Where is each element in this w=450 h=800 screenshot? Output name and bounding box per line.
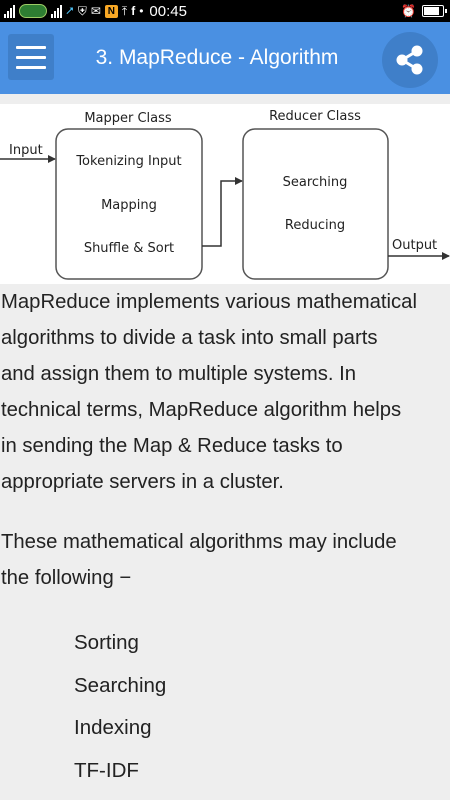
network-icon: ⭧ <box>66 4 74 18</box>
facebook-icon: f <box>131 4 136 18</box>
mapper-step: Mapping <box>101 198 157 213</box>
upload-icon: ⤒ <box>121 4 128 18</box>
mail-icon: ✉ <box>90 4 101 18</box>
text-line: appropriate servers in a cluster. <box>1 471 284 493</box>
text-line: and assign them to multiple systems. In <box>1 363 357 385</box>
mapreduce-diagram-svg <box>0 104 450 284</box>
share-icon <box>393 43 427 77</box>
paragraph-algorithms-intro <box>0 524 450 596</box>
reducer-class-box <box>243 129 388 279</box>
shield-icon: ⛨ <box>77 4 87 18</box>
status-bar-right <box>401 2 444 20</box>
list-item: Indexing <box>74 716 152 739</box>
signal-icon <box>4 5 15 18</box>
mapper-step: Shuffle & Sort <box>83 241 175 256</box>
mapper-step: Tokenizing Input <box>76 154 182 169</box>
status-bar <box>0 0 450 22</box>
text-line: in sending the Map & Reduce tasks to <box>1 435 343 457</box>
page-title: 3. MapReduce - Algorithm <box>95 46 339 69</box>
text-line: MapReduce implements various mathematical <box>1 291 417 313</box>
text-line: technical terms, MapReduce algorithm helps <box>1 399 402 421</box>
mapreduce-diagram <box>0 104 450 284</box>
notification-n-icon: N <box>105 5 118 18</box>
list-item: Searching <box>74 673 167 697</box>
input-label: Input <box>9 143 43 158</box>
text-line: the following − <box>1 567 132 589</box>
signal-icon <box>51 5 62 18</box>
mapper-class-title: Mapper Class <box>84 111 172 126</box>
list-item: TF-IDF <box>74 758 139 782</box>
output-label: Output <box>392 238 438 253</box>
app-bar <box>0 22 450 94</box>
reducer-step: Reducing <box>284 218 346 233</box>
share-button[interactable] <box>382 32 438 88</box>
mapper-to-reducer-arrow <box>202 181 242 246</box>
alarm-icon: ⏰ <box>401 4 416 18</box>
battery-level <box>424 7 439 15</box>
text-line: These mathematical algorithms may include <box>1 531 397 553</box>
battery-charging-icon <box>422 5 444 17</box>
paragraph-intro <box>0 284 450 500</box>
hamburger-menu-icon[interactable] <box>8 34 54 80</box>
reducer-step: Searching <box>282 175 348 190</box>
more-icon: • <box>139 4 144 18</box>
app-notification-icon <box>19 4 47 18</box>
status-time: 00:45 <box>149 2 187 20</box>
reducer-class-title: Reducer Class <box>269 109 361 124</box>
status-bar-left <box>4 2 187 20</box>
algorithm-list <box>74 622 166 792</box>
text-line: algorithms to divide a task into small parts <box>1 327 378 349</box>
list-item: Sorting <box>74 631 139 654</box>
